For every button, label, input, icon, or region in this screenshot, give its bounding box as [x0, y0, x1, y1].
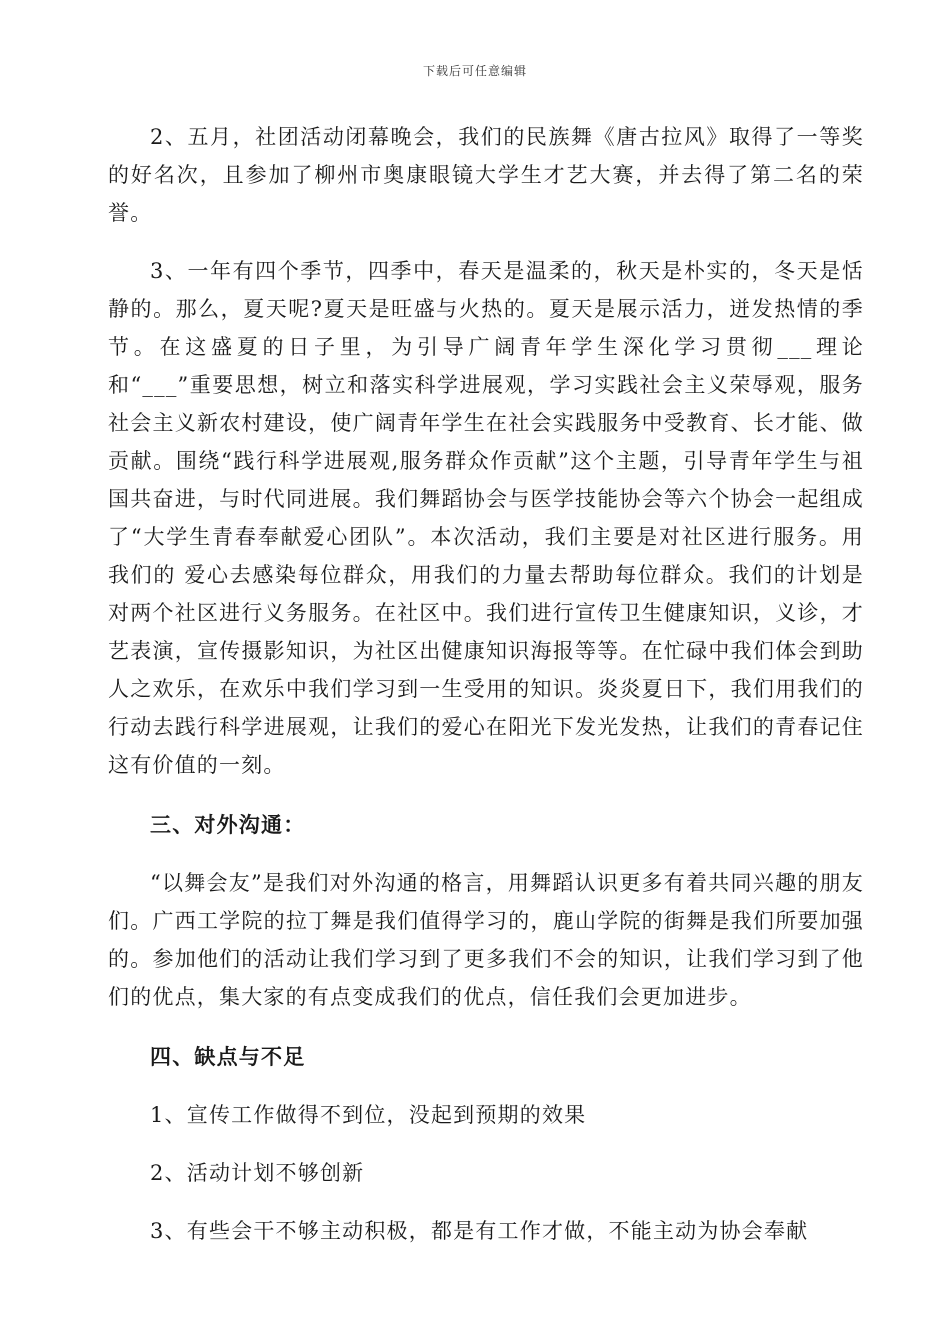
paragraph-3-summer: 3、一年有四个季节，四季中，春天是温柔的，秋天是朴实的，冬天是恬静的。那么，夏天呢?夏天是旺盛与火热的。夏天是展示活力，迸发热情的季节。在这盛夏的日子里，为引导广阔青年学生深化学习贯彻___理论和“___”重要思想，树立和落实科学进展观，学习实践社会主义荣辱观，服务社会主义新农村建设，使广阔青年学生在社会实践服务中受教育、长才能、做贡献。围绕“践行科学进展观,服务群众作贡献”这个主题，引导青年学生与祖国共奋进，与时代同进展。我们舞蹈协会与医学技能协会等六个协会一起组成了“大学生青春奉献爱心团队”。本次活动，我们主要是对社区进行服务。用我们的 爱心去感染每位群众，用我们的力量去帮助每位群众。我们的计划是对两个社区进行义务服务。在社区中。我们进行宣传卫生健康知识，义诊，才艺表演，宣传摄影知识，为社区出健康知识海报等等。在忙碌中我们体会到助人之欢乐，在欢乐中我们学习到一生受用的知识。炎炎夏日下，我们用我们的行动去践行科学进展观，让我们的爱心在阳光下发光发热，让我们的青春记住这有价值的一刻。	[108, 259, 864, 777]
document-body	[108, 118, 864, 1270]
paragraph-external-communication: “以舞会友”是我们对外沟通的格言，用舞蹈认识更多有着共同兴趣的朋友们。广西工学院的拉丁舞是我们值得学习的，鹿山学院的街舞是我们所要加强的。参加他们的活动让我们学习到了更多我们不会的知识，让我们学习到了他们的优点，集大家的有点变成我们的优点，信任我们会更加进步。	[108, 871, 864, 1009]
page-header: 下载后可任意编辑	[422, 64, 527, 78]
shortcoming-item-3: 3、有些会干不够主动积极，都是有工作才做，不能主动为协会奉献	[150, 1219, 809, 1243]
shortcoming-item-2: 2、活动计划不够创新	[150, 1161, 365, 1185]
paragraph-2-may: 2、五月，社团活动闭幕晚会，我们的民族舞《唐古拉风》取得了一等奖的好名次，且参加了柳州市奥康眼镜大学生才艺大赛，并去得了第二名的荣誉。	[108, 125, 864, 225]
shortcoming-item-1: 1、宣传工作做得不到位，没起到预期的效果	[150, 1103, 587, 1127]
section-heading-external-communication: 三、对外沟通：	[150, 812, 306, 837]
section-heading-shortcomings: 四、缺点与不足	[150, 1044, 306, 1069]
